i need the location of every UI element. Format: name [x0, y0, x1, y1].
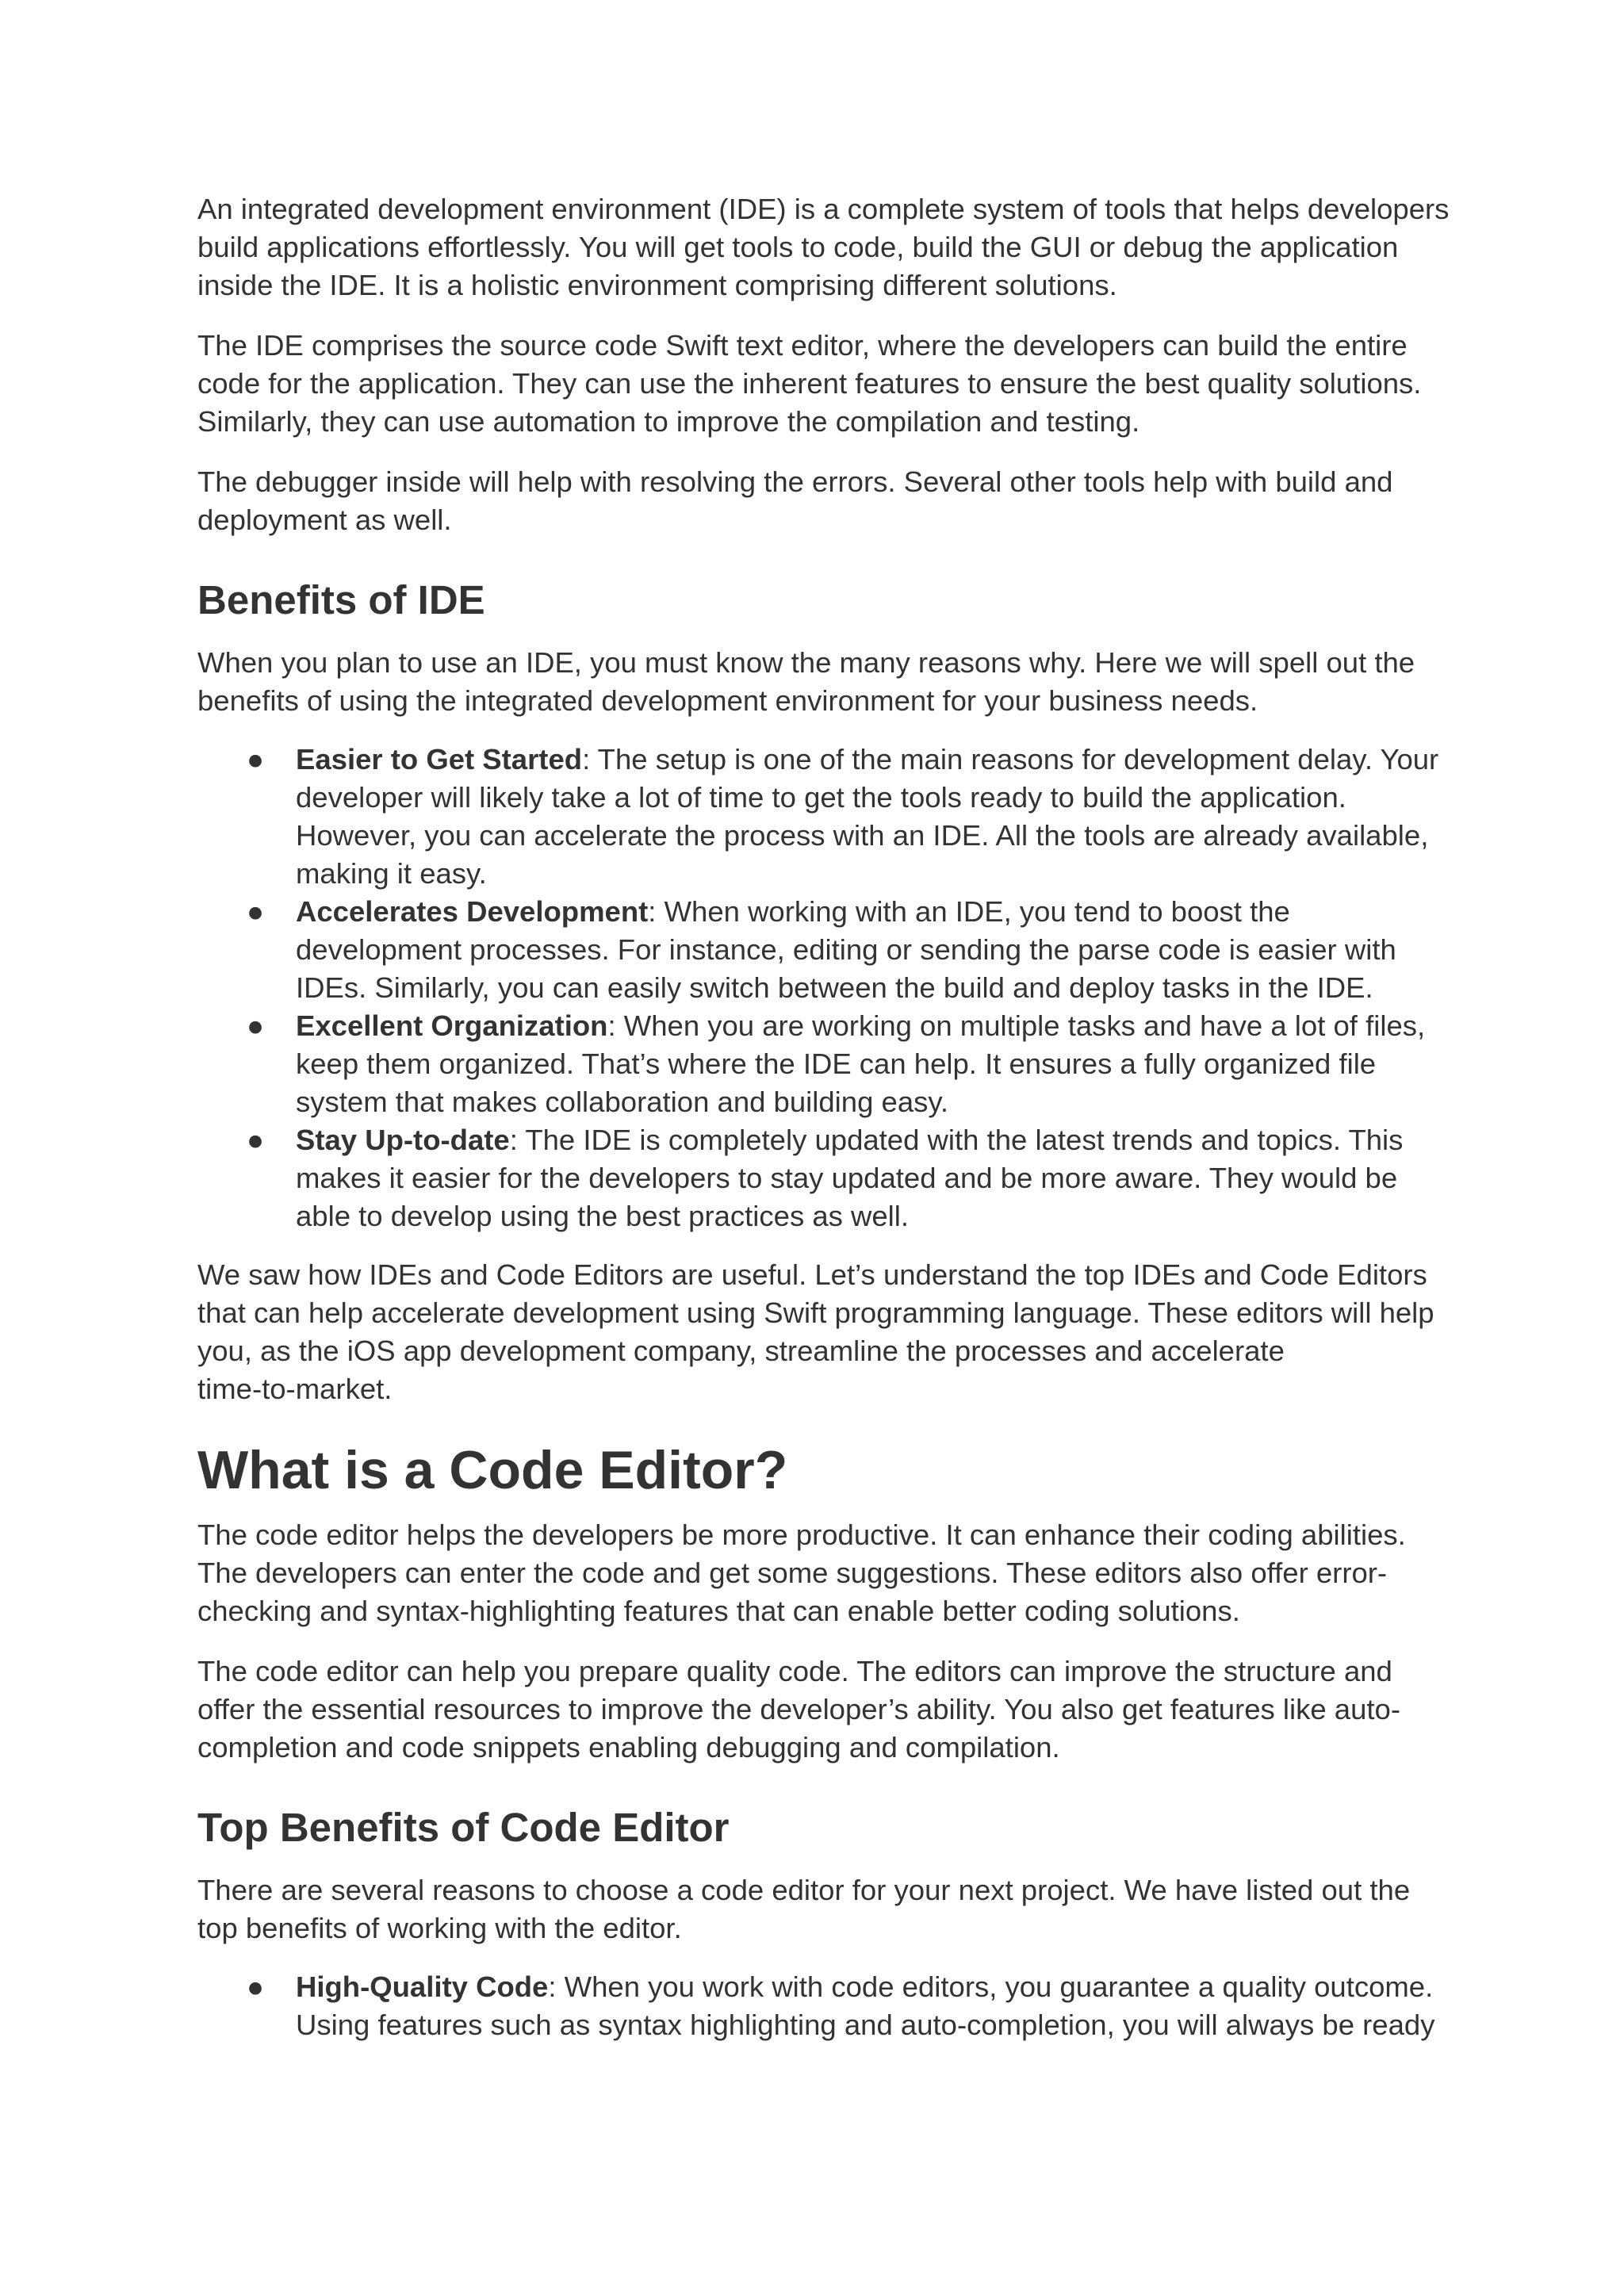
list-item-title: High-Quality Code	[296, 1970, 549, 2003]
list-item-text: : When working with an IDE, you tend to boost the development processes. For instance, editing or sending the parse code is easier with IDEs. Similarly, you can easily switch between the build and deploy tasks in the IDE.	[296, 895, 1396, 1004]
list-item-text: : The setup is one of the main reasons for development delay. Your developer will likely take a lot of time to get the tools ready to build the application. However, you can accelerate the process with an IDE. All the tools are already available, making it easy.	[296, 743, 1439, 890]
code-editor-heading: What is a Code Editor?	[197, 1440, 788, 1500]
document-page	[197, 190, 1450, 2044]
benefits-of-ide-heading: Benefits of IDE	[197, 577, 485, 622]
bullet-icon: ●	[247, 1970, 265, 2003]
list-item-text: : When you work with code editors, you guarantee a quality outcome. Using features such as syntax highlighting and auto-completion, you will always be ready	[296, 1970, 1435, 2041]
intro-paragraph-1: An integrated development environment (IDE) is a complete system of tools that helps developers build applications effortlessly. You will get tools to code, build the GUI or debug the application inside the IDE. It is a holistic environment comprising different solutions.	[197, 193, 1450, 301]
outro-line: that can help accelerate development using Swift programming language. These editors will help	[197, 1296, 1434, 1329]
ide-benefits-outro	[197, 1256, 1450, 1408]
outro-line: you, as the iOS app development company, streamline the processes and accelerate	[197, 1335, 1285, 1367]
list-item	[197, 893, 1450, 1007]
ide-benefits-intro: When you plan to use an IDE, you must know the many reasons why. Here we will spell out the benefits of using the integrated development environment for your business needs.	[197, 646, 1415, 717]
list-item-title: Accelerates Development	[296, 895, 649, 928]
list-item-text: : When you are working on multiple tasks and have a lot of files, keep them organized. That’s where the IDE can help. It ensures a fully organized file system that makes collaboration and building easy.	[296, 1009, 1426, 1118]
ide-benefits-list	[197, 741, 1450, 1235]
list-item	[197, 1007, 1450, 1121]
code-editor-paragraph-2: The code editor can help you prepare quality code. The editors can improve the structure and offer the essential resources to improve the developer’s ability. You also get features like auto-completion and code snippets enabling debugging and compilation.	[197, 1655, 1400, 1764]
list-item-title: Excellent Organization	[296, 1009, 608, 1042]
list-item-title: Stay Up-to-date	[296, 1124, 510, 1156]
intro-paragraph-2: The IDE comprises the source code Swift text editor, where the developers can build the entire code for the application. They can use the inherent features to ensure the best quality solutions. Similarly, they can use automation to improve the compilation and testing.	[197, 329, 1422, 438]
top-benefits-heading: Top Benefits of Code Editor	[197, 1805, 730, 1850]
outro-line: time-to-market.	[197, 1373, 393, 1405]
editor-benefits-intro: There are several reasons to choose a code editor for your next project. We have listed out the top benefits of working with the editor.	[197, 1874, 1411, 1944]
bullet-icon: ●	[247, 895, 265, 928]
code-editor-paragraph-1: The code editor helps the developers be more productive. It can enhance their coding abilities. The developers can enter the code and get some suggestions. These editors also offer error-checking and syntax-highlighting features that can enable better coding solutions.	[197, 1518, 1406, 1627]
list-item	[197, 1968, 1450, 2044]
intro-paragraph-3: The debugger inside will help with resolving the errors. Several other tools help with build and deployment as well.	[197, 465, 1393, 536]
outro-line: We saw how IDEs and Code Editors are useful. Let’s understand the top IDEs and Code Editors	[197, 1258, 1427, 1291]
list-item-text: : The IDE is completely updated with the latest trends and topics. This makes it easier for the developers to stay updated and be more aware. They would be able to develop using the best practices as well.	[296, 1124, 1404, 1232]
editor-benefits-list	[197, 1968, 1450, 2044]
list-item	[197, 741, 1450, 893]
bullet-icon: ●	[247, 1009, 265, 1042]
bullet-icon: ●	[247, 743, 265, 776]
list-item-title: Easier to Get Started	[296, 743, 583, 776]
list-item	[197, 1121, 1450, 1235]
bullet-icon: ●	[247, 1124, 265, 1156]
